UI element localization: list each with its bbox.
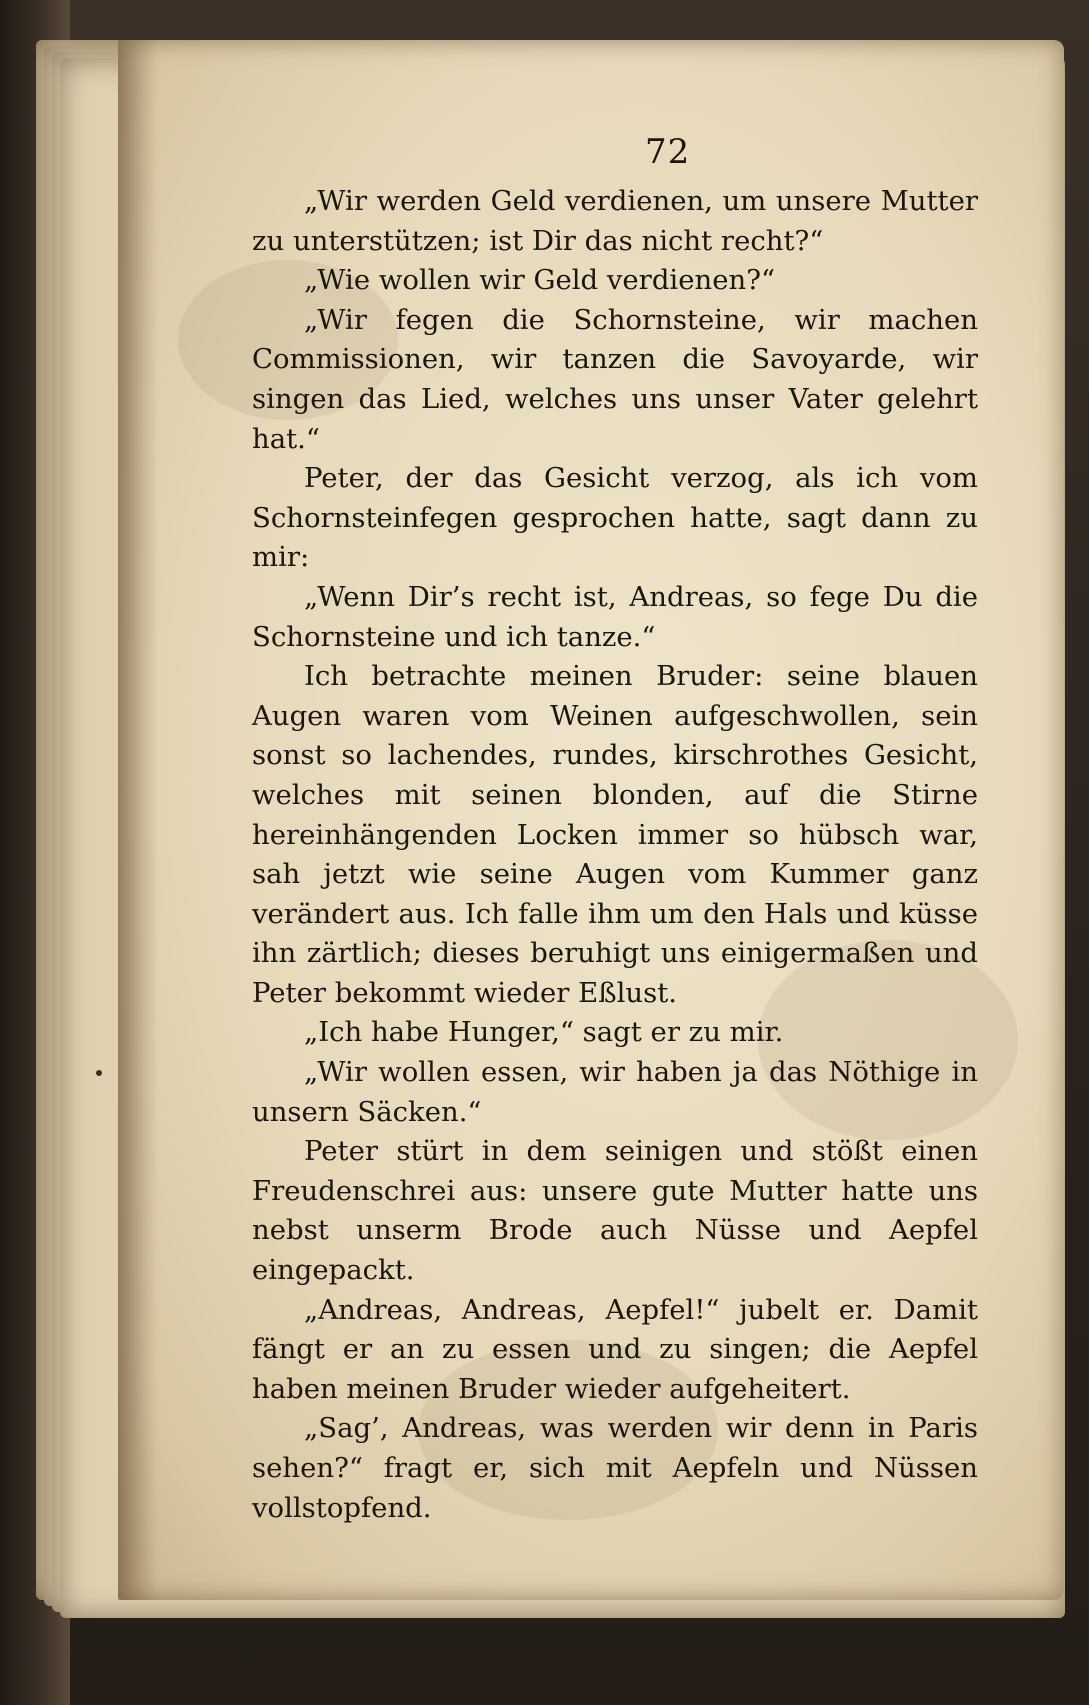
paragraph: Ich betrachte meinen Bruder: seine blauen Augen waren vom Weinen aufgeschwollen, sein sonst so lachendes, rundes, kirschrothes Gesicht, welches mit seinen blonden, auf die Stirne hereinhängenden Locken immer so hübsch war, sah jetzt wie seine Augen vom Kummer ganz verändert aus. Ich falle ihm um den Hals und küsse ihn zärtlich; dieses beruhigt uns einigermaßen und Peter bekommt wieder Eßlust. bbox=[252, 660, 978, 1009]
paragraph: „Wie wollen wir Geld verdienen?“ bbox=[304, 264, 776, 297]
paragraph: Peter, der das Gesicht verzog, als ich vom Schornsteinfegen gesprochen hatte, sagt dann zu mir: bbox=[252, 462, 978, 574]
page-text bbox=[252, 182, 978, 1528]
paragraph: „Wir werden Geld verdienen, um unsere Mutter zu unterstützen; ist Dir das nicht recht?“ bbox=[252, 185, 978, 257]
ink-speck bbox=[96, 1070, 102, 1076]
paragraph: „Wir fegen die Schornsteine, wir machen Commissionen, wir tanzen die Savoyarde, wir singen das Lied, welches uns unser Vater gelehrt hat.“ bbox=[252, 303, 978, 455]
paragraph: Peter stürt in dem seinigen und stößt einen Freudenschrei aus: unsere gute Mutter hatte uns nebst unserm Brode auch Nüsse und Aepfel eingepackt. bbox=[252, 1135, 978, 1287]
gutter-shadow bbox=[118, 40, 158, 1600]
paragraph: „Wir wollen essen, wir haben ja das Nöthige in unsern Säcken.“ bbox=[252, 1056, 978, 1128]
page-number: 72 bbox=[645, 132, 691, 172]
paragraph: „Sag’, Andreas, was werden wir denn in Paris sehen?“ fragt er, sich mit Aepfeln und Nüssen vollstopfend. bbox=[252, 1412, 978, 1524]
paragraph: „Wenn Dir’s recht ist, Andreas, so fege Du die Schornsteine und ich tanze.“ bbox=[252, 580, 978, 653]
paragraph: „Andreas, Andreas, Aepfel!“ jubelt er. Damit fängt er an zu essen und zu singen; die Aepfel haben meinen Bruder wieder aufgeheitert. bbox=[252, 1293, 978, 1405]
paragraph: „Ich habe Hunger,“ sagt er zu mir. bbox=[304, 1016, 784, 1049]
